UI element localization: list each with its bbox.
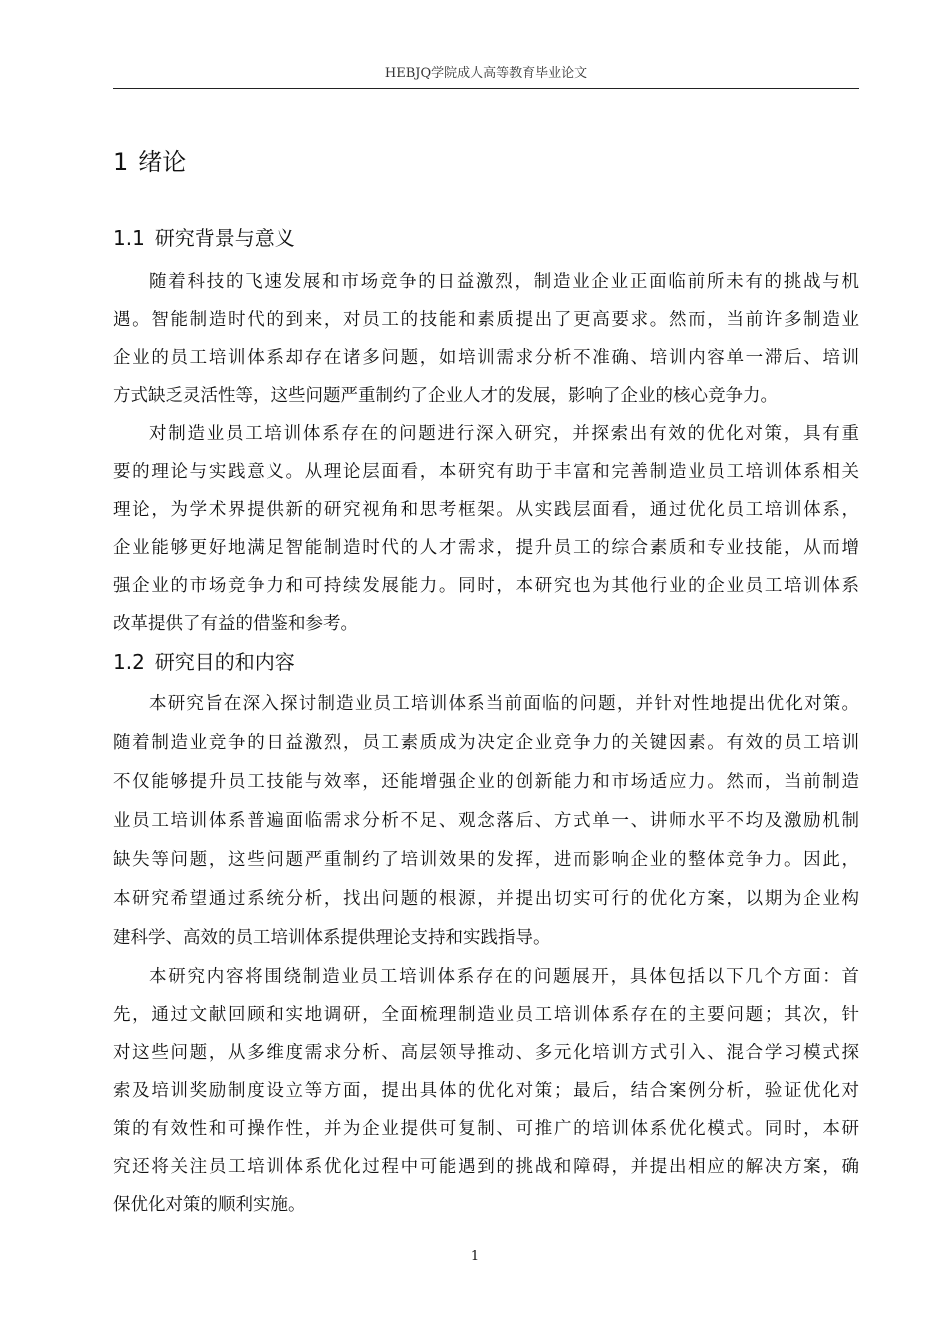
text-line: 建科学、高效的员工培训体系提供理论支持和实践指导。 [113,928,551,948]
text-line: 不仅能够提升员工技能与效率，还能增强企业的创新能力和市场适应力。然而，当前制造 [113,772,859,792]
text-line: 要的理论与实践意义。从理论层面看，本研究有助于丰富和完善制造业员工培训体系相关 [113,462,859,482]
text-line: 先，通过文献回顾和实地调研，全面梳理制造业员工培训体系存在的主要问题；其次，针 [113,1005,859,1025]
text-line: 本研究希望通过系统分析，找出问题的根源，并提出切实可行的优化方案，以期为企业构 [113,889,859,909]
text-line: 缺失等问题，这些问题严重制约了培训效果的发挥，进而影响企业的整体竞争力。因此， [113,850,859,870]
section-title-text: 研究目的和内容 [154,650,295,674]
text-line: 本研究内容将围绕制造业员工培训体系存在的问题展开，具体包括以下几个方面：首 [149,967,859,987]
text-line: 企业能够更好地满足智能制造时代的人才需求，提升员工的综合素质和专业技能，从而增 [113,538,859,558]
text-line: 随着制造业竞争的日益激烈，员工素质成为决定企业竞争力的关键因素。有效的员工培训 [113,733,859,753]
text-line: 方式缺乏灵活性等，这些问题严重制约了企业人才的发展，影响了企业的核心竞争力。 [113,386,778,406]
section-number: 1.1 [113,226,145,250]
text-line: 对制造业员工培训体系存在的问题进行深入研究，并探索出有效的优化对策，具有重 [149,424,859,444]
text-line: 索及培训奖励制度设立等方面，提出具体的优化对策；最后，结合案例分析，验证优化对 [113,1081,859,1101]
chapter-number: 1 [113,148,129,176]
chapter-title-text: 绪论 [138,148,187,176]
section-heading-1-2 [113,648,295,676]
text-line: 强企业的市场竞争力和可持续发展能力。同时，本研究也为其他行业的企业员工培训体系 [113,576,859,596]
text-line: 究还将关注员工培训体系优化过程中可能遇到的挑战和障碍，并提出相应的解决方案，确 [113,1157,859,1177]
chapter-title [113,146,186,178]
page-header [113,64,859,89]
section-title-text: 研究背景与意义 [154,226,295,250]
text-line: 本研究旨在深入探讨制造业员工培训体系当前面临的问题，并针对性地提出优化对策。 [149,694,859,714]
section-number: 1.2 [113,650,145,674]
text-line: 随着科技的飞速发展和市场竞争的日益激烈，制造业企业正面临前所未有的挑战与机 [149,272,859,292]
text-line: 遇。智能制造时代的到来，对员工的技能和素质提出了更高要求。然而，当前许多制造业 [113,310,859,330]
text-line: 策的有效性和可操作性，并为企业提供可复制、可推广的培训体系优化模式。同时，本研 [113,1119,859,1139]
text-line: 改革提供了有益的借鉴和参考。 [113,614,358,634]
text-line: 理论，为学术界提供新的研究视角和思考框架。从实践层面看，通过优化员工培训体系， [113,500,859,520]
text-line: 企业的员工培训体系却存在诸多问题，如培训需求分析不准确、培训内容单一滞后、培训 [113,348,859,368]
page-number: 1 [470,1249,480,1264]
text-line: 对这些问题，从多维度需求分析、高层领导推动、多元化培训方式引入、混合学习模式探 [113,1043,859,1063]
text-line: 业员工培训体系普遍面临需求分析不足、观念落后、方式单一、讲师水平不均及激励机制 [113,811,859,831]
section-heading-1-1 [113,224,295,252]
text-line: 保优化对策的顺利实施。 [113,1195,306,1215]
header-text: HEBJQ学院成人高等教育毕业论文 [384,66,588,81]
